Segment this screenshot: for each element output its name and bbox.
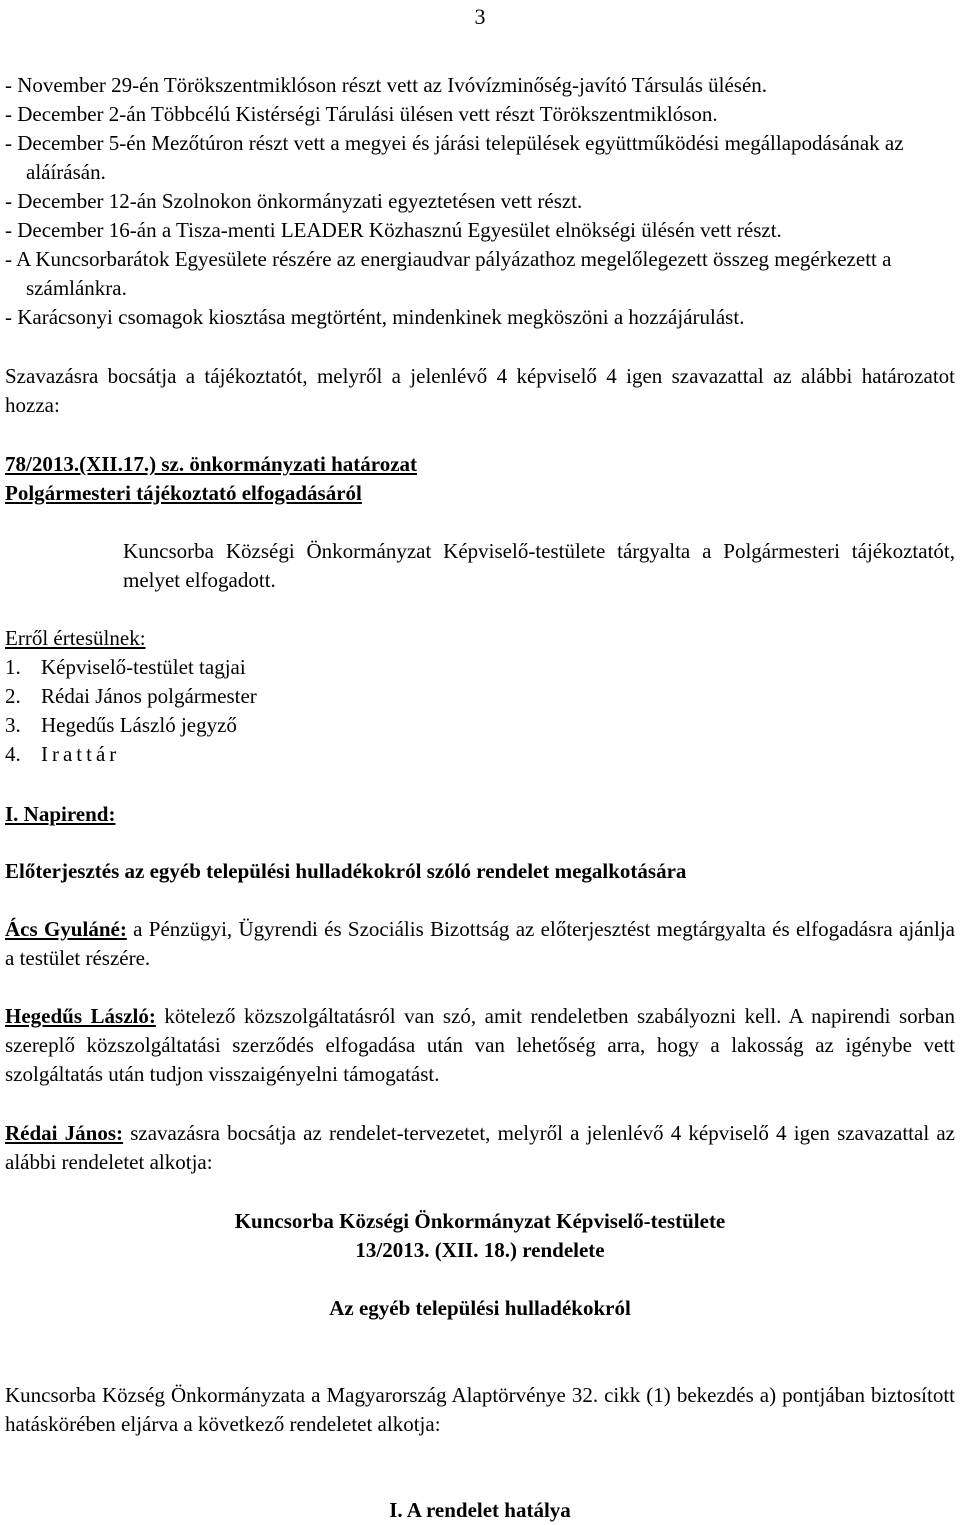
report-item: - A Kuncsorbarátok Egyesülete részére az energiaudvar pályázathoz megelőlegezett összeg megérkezett a számlánkra. — [5, 247, 892, 300]
section-heading: I. A rendelet hatálya — [389, 1498, 571, 1522]
list-item: 4. Irattár — [5, 742, 121, 766]
speaker-paragraph: Ács Gyuláné: a Pénzügyi, Ügyrendi és Szociális Bizottság az előterjesztést megtárgyalta és elfogadásra ajánlja a testület részére. — [5, 917, 956, 970]
resolution-title: Polgármesteri tájékoztató elfogadásáról — [5, 481, 362, 505]
decree-title: Az egyéb települési hulladékokról — [329, 1296, 631, 1320]
speaker-name: Hegedűs László: — [5, 1004, 156, 1028]
notify-label: Erről értesülnek: — [5, 626, 146, 650]
speaker-name: Ács Gyuláné: — [5, 917, 127, 941]
report-item: - December 5-én Mezőtúron részt vett a megyei és járási települések együttműködési megállapodásának az aláírásán. — [5, 131, 904, 184]
decree-number: 13/2013. (XII. 18.) rendelete — [355, 1238, 605, 1262]
report-item: - December 16-án a Tisza-menti LEADER Közhasznú Egyesület elnökségi ülésén vett részt. — [5, 218, 782, 242]
speaker-paragraph: Rédai János: szavazásra bocsátja az rendelet-tervezetet, melyről a jelenlévő 4 képviselő 4 igen szavazattal az alábbi rendeletet alkotja: — [5, 1121, 955, 1174]
resolution-body: Kuncsorba Községi Önkormányzat Képviselő-testülete tárgyalta a Polgármesteri tájékoztatót, melyet elfogadott. — [123, 539, 955, 592]
agenda-title: Előterjesztés az egyéb települési hulladékokról szóló rendelet megalkotására — [5, 859, 687, 883]
report-item: - Karácsonyi csomagok kiosztása megtörtént, mindenkinek megköszöni a hozzájárulást. — [5, 305, 745, 329]
page-number: 3 — [474, 4, 486, 29]
speaker-paragraph: Hegedűs László: kötelező közszolgáltatásról van szó, amit rendeletben szabályozni kell. A napirendi sorban szereplő közszolgáltatási szerződés elfogadása után van lehetőség arra, hogy a lakosság az igénybe vett szolgáltatás után tudjon visszaigényelni támogatást. — [5, 1004, 955, 1086]
report-item: - December 12-án Szolnokon önkormányzati egyeztetésen vett részt. — [5, 189, 583, 213]
decree-preamble: Kuncsorba Község Önkormányzata a Magyarország Alaptörvénye 32. cikk (1) bekezdés a) pontjában biztosított hatáskörében eljárva a következő rendeletet alkotja: — [5, 1383, 955, 1436]
recipient-list — [5, 653, 955, 769]
list-item: 3. Hegedűs László jegyző — [5, 713, 237, 737]
speaker-name: Rédai János: — [5, 1121, 124, 1145]
decree-issuer: Kuncsorba Községi Önkormányzat Képviselő-testülete — [234, 1209, 726, 1233]
vote-text: Szavazásra bocsátja a tájékoztatót, melyről a jelenlévő 4 képviselő 4 igen szavazattal az alábbi határozatot hozza: — [5, 364, 955, 417]
agenda-label: I. Napirend: — [5, 802, 116, 826]
list-item: 2. Rédai János polgármester — [5, 684, 257, 708]
report-item: - November 29-én Törökszentmiklóson részt vett az Ivóvízminőség-javító Társulás ülésén. — [5, 73, 768, 97]
resolution-number: 78/2013.(XII.17.) sz. önkormányzati határozat — [5, 452, 418, 476]
report-item: - December 2-án Többcélú Kistérségi Tárulási ülésen vett részt Törökszentmiklóson. — [5, 102, 718, 126]
list-item: 1. Képviselő-testület tagjai — [5, 655, 246, 679]
